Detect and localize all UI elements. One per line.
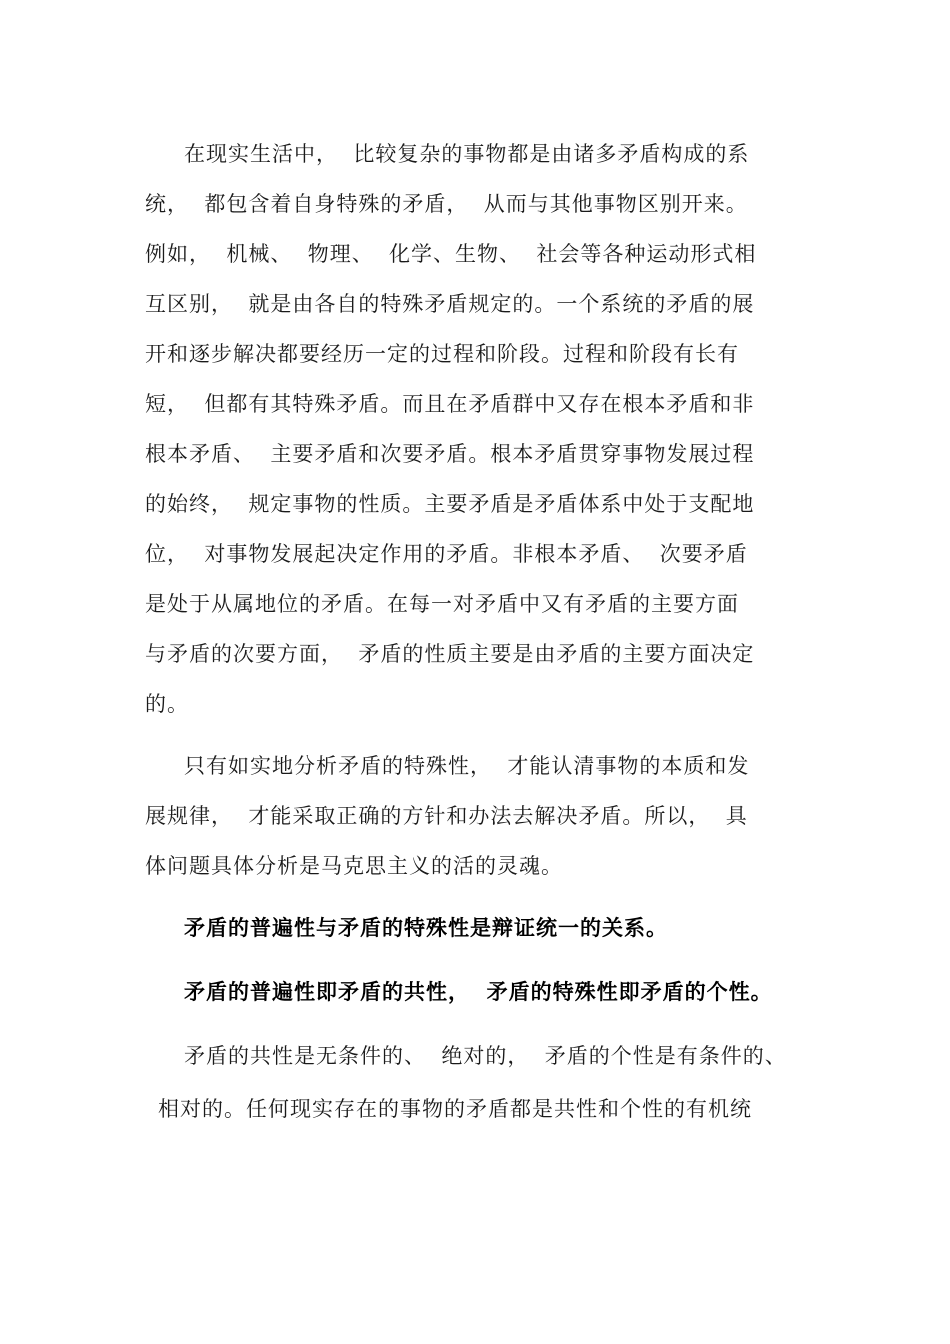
paragraph-line: 例如， 机械、 物理、 化学、生物、 社会等各种运动形式相 [145,242,757,266]
paragraph-line: 与矛盾的次要方面， 矛盾的性质主要是由矛盾的主要方面决定 [145,642,755,666]
paragraph-line: 统， 都包含着自身特殊的矛盾， 从而与其他事物区别开来。 [145,192,748,216]
paragraph-line: 矛盾的共性是无条件的、 绝对的， 矛盾的个性是有条件的、 [184,1044,787,1068]
paragraph-line: 体问题具体分析是马克思主义的活的灵魂。 [145,854,563,878]
paragraph-line: 只有如实地分析矛盾的特殊性， 才能认清事物的本质和发 [184,754,750,778]
paragraph-line: 相对的。任何现实存在的事物的矛盾都是共性和个性的有机统 [158,1097,752,1121]
paragraph-line: 的。 [145,692,189,716]
paragraph-line: 开和逐步解决都要经历一定的过程和阶段。过程和阶段有长有 [145,342,739,366]
paragraph-line: 位， 对事物发展起决定作用的矛盾。非根本矛盾、 次要矛盾 [145,542,748,566]
paragraph-line: 根本矛盾、 主要矛盾和次要矛盾。根本矛盾贯穿事物发展过程 [145,442,755,466]
paragraph-line: 的始终， 规定事物的性质。主要矛盾是矛盾体系中处于支配地 [145,492,755,516]
bold-heading: 矛盾的普遍性即矛盾的共性， 矛盾的特殊性即矛盾的个性。 [184,980,773,1004]
bold-heading: 矛盾的普遍性与矛盾的特殊性是辩证统一的关系。 [184,916,668,940]
paragraph-line: 是处于从属地位的矛盾。在每一对矛盾中又有矛盾的主要方面 [145,592,739,616]
paragraph-line: 展规律， 才能采取正确的方针和办法去解决矛盾。所以， 具 [145,804,748,828]
paragraph-line: 在现实生活中， 比较复杂的事物都是由诸多矛盾构成的系 [184,142,750,166]
paragraph-line: 短， 但都有其特殊矛盾。而且在矛盾群中又存在根本矛盾和非 [145,392,755,416]
paragraph-line: 互区别， 就是由各自的特殊矛盾规定的。一个系统的矛盾的展 [145,292,755,316]
